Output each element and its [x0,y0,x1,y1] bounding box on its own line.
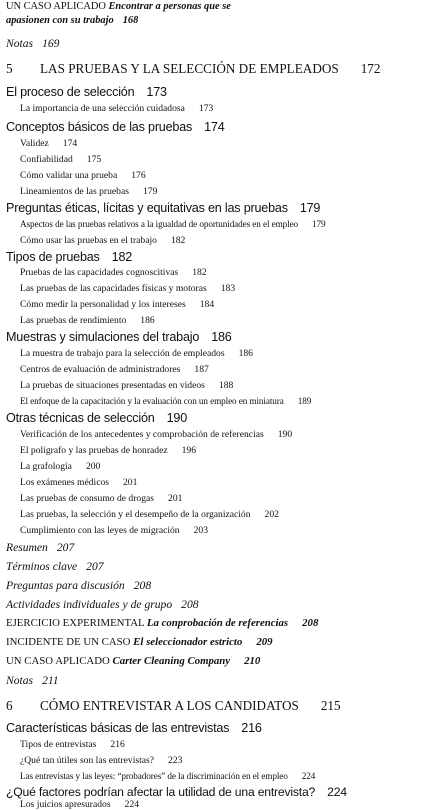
subsection-title: Los juicios apresurados [20,799,111,810]
toc-subsection [20,772,315,781]
page-number: 207 [56,541,75,554]
end-item-title: Preguntas para discusión [6,579,125,592]
subsection-title: Centros de evaluación de administradores [20,364,181,375]
subsection-title: Las pruebas, la selección y el desempeño de la organización [20,509,251,520]
toc-section [6,86,167,99]
toc-subsection [20,284,235,294]
toc-subsection [20,740,125,750]
page-number: 188 [218,380,234,391]
subsection-title: Pruebas de las capacidades cognoscitivas [20,267,179,278]
subsection-title: Tipos de entrevistas [20,739,97,750]
chapter-heading [6,62,380,75]
subsection-title: Los exámenes médicos [20,477,109,488]
page-number: 207 [86,560,104,573]
subsection-title: Las pruebas de rendimiento [20,315,127,326]
chapter-title: CÓMO ENTREVISTAR A LOS CANDIDATOS [40,698,299,713]
chapter-title: LAS PRUEBAS Y LA SELECCIÓN DE EMPLEADOS [40,61,339,76]
toc-case-entry [6,618,318,629]
section-title: ¿Qué factores podrían afectar la utilidad de una entrevista? [6,785,316,799]
page-number: 182 [170,235,186,246]
subsection-title: La grafología [20,461,72,472]
subsection-title: El polígrafo y las pruebas de honradez [20,445,168,456]
toc-subsection [20,155,101,165]
toc-subsection [20,236,185,246]
subsection-title: Confiabilidad [20,154,73,165]
toc-subsection [20,187,157,197]
page-number: 201 [168,493,183,504]
toc-subsection [20,510,279,520]
subsection-title: Cómo usar las pruebas en el trabajo [20,235,157,246]
toc-subsection [20,104,213,114]
page-number: 203 [193,525,208,536]
case-title: Encontrar a personas que se [108,1,231,12]
case-title: Carter Cleaning Company [112,655,231,667]
section-title: Otras técnicas de selección [6,411,155,425]
page-number: 179 [299,201,321,215]
page-number: 187 [194,364,209,375]
chapter-number: 6 [6,698,13,713]
page-number: 169 [42,37,60,50]
toc-subsection [20,446,196,456]
notes-label: Notas [6,674,34,687]
chapter-number: 5 [6,61,13,76]
toc-notes-entry [6,675,59,687]
page-number: 224 [301,771,316,781]
toc-subsection [20,526,208,536]
toc-section [6,121,225,134]
toc-subsection [20,800,139,810]
page-number: 189 [297,396,312,406]
subsection-title: El enfoque de la capacitación y la evaluación con un empleo en miniatura [20,396,284,406]
toc-subsection [20,300,214,310]
page-number: 174 [204,120,225,134]
toc-subsection [20,268,207,278]
page-number: 209 [256,636,273,648]
subsection-title: Verificación de los antecedentes y comprobación de referencias [20,429,264,440]
toc-subsection [20,349,253,359]
subsection-title: Aspectos de las pruebas relativos a la igualdad de oportunidades en el empleo [20,219,299,229]
end-item-title: Resumen [6,541,48,554]
page-number: 211 [42,674,59,687]
section-title: Muestras y simulaciones del trabajo [6,330,200,344]
page-number: 183 [220,283,236,294]
page-number: 174 [62,138,78,149]
toc-section [6,251,132,264]
subsection-title: La pruebas de situaciones presentadas en videos [20,380,205,391]
page-number: 179 [312,219,326,229]
page-number: 208 [133,579,152,592]
page-number: 190 [166,411,188,425]
page-number: 196 [181,445,196,456]
page-number: 182 [192,267,207,278]
toc-subsection [20,171,146,181]
page-number: 172 [360,61,381,76]
page-number: 223 [168,755,183,766]
toc-subsection [20,316,155,326]
toc-case-entry [6,2,231,12]
toc-subsection [20,397,311,406]
toc-end-item [6,580,151,592]
toc-case-entry-continued [6,16,138,26]
subsection-title: Cómo validar una prueba [20,170,118,181]
toc-section [6,202,320,215]
page-number: 176 [131,170,146,181]
toc-subsection [20,494,182,504]
case-label: UN CASO APLICADO [6,1,106,12]
chapter-heading [6,699,341,712]
page-number: 184 [199,299,215,310]
toc-section [6,331,232,344]
end-item-title: Actividades individuales y de grupo [6,598,173,611]
toc-section [6,412,187,425]
subsection-title: ¿Qué tan útiles son las entrevistas? [20,755,155,766]
page-number: 186 [211,330,232,344]
toc-case-entry [6,637,273,648]
page-number: 179 [142,186,158,197]
subsection-title: Cumplimiento con las leyes de migración [20,525,180,536]
toc-subsection [20,478,137,488]
toc-subsection [20,381,233,391]
toc-section [6,722,262,735]
section-title: Tipos de pruebas [6,250,100,264]
page-number: 190 [277,429,293,440]
page-number: 173 [198,103,214,114]
page-number: 168 [122,15,139,26]
page-number: 224 [327,785,347,799]
case-title-continued: apasionen con su trabajo [6,15,114,26]
toc-notes-entry [6,38,59,50]
section-title: El proceso de selección [6,85,135,99]
page-number: 208 [181,598,199,611]
subsection-title: Lineamientos de las pruebas [20,186,129,197]
page-number: 216 [241,721,262,735]
subsection-title: Validez [20,138,49,149]
page-number: 202 [264,509,279,520]
case-label: EJERCICIO EXPERIMENTAL [6,617,145,629]
page-number: 216 [110,739,125,750]
subsection-title: Las entrevistas y las leyes: “probadores” de la discriminación en el empleo [20,771,288,781]
toc-subsection [20,430,292,440]
subsection-title: La muestra de trabajo para la selección de empleados [20,348,225,359]
page-number: 175 [86,154,102,165]
subsection-title: Las pruebas de consumo de drogas [20,493,155,504]
notes-label: Notas [6,37,34,50]
page-number: 224 [124,799,139,810]
case-title: La conprobación de referencias [146,617,289,629]
page-number: 186 [238,348,253,359]
section-title: Preguntas éticas, lícitas y equitativas en las pruebas [6,201,288,215]
toc-section [6,786,347,798]
case-label: INCIDENTE DE UN CASO [6,636,131,648]
case-label: UN CASO APLICADO [6,655,110,667]
toc-subsection [20,462,100,472]
section-title: Características básicas de las entrevistas [6,721,230,735]
subsection-title: Cómo medir la personalidad y los intereses [20,299,186,310]
subsection-title: Las pruebas de las capacidades físicas y motoras [20,283,207,294]
toc-case-entry [6,656,260,667]
toc-subsection [20,756,182,766]
end-item-title: Términos clave [6,560,78,573]
toc-subsection [20,139,77,149]
page-number: 173 [146,85,167,99]
section-title: Conceptos básicos de las pruebas [6,120,193,134]
subsection-title: La importancia de una selección cuidadosa [20,103,185,114]
page-number: 215 [320,698,341,713]
case-title: El seleccionador estricto [133,636,243,648]
toc-subsection [20,220,326,229]
page-number: 208 [302,617,319,629]
toc-end-item [6,599,199,611]
page-number: 186 [140,315,155,326]
page-number: 210 [244,655,261,667]
toc-end-item [6,561,104,573]
toc-subsection [20,365,209,375]
page-number: 201 [122,477,138,488]
page-number: 182 [111,250,133,264]
toc-end-item [6,542,74,554]
page-number: 200 [85,461,101,472]
